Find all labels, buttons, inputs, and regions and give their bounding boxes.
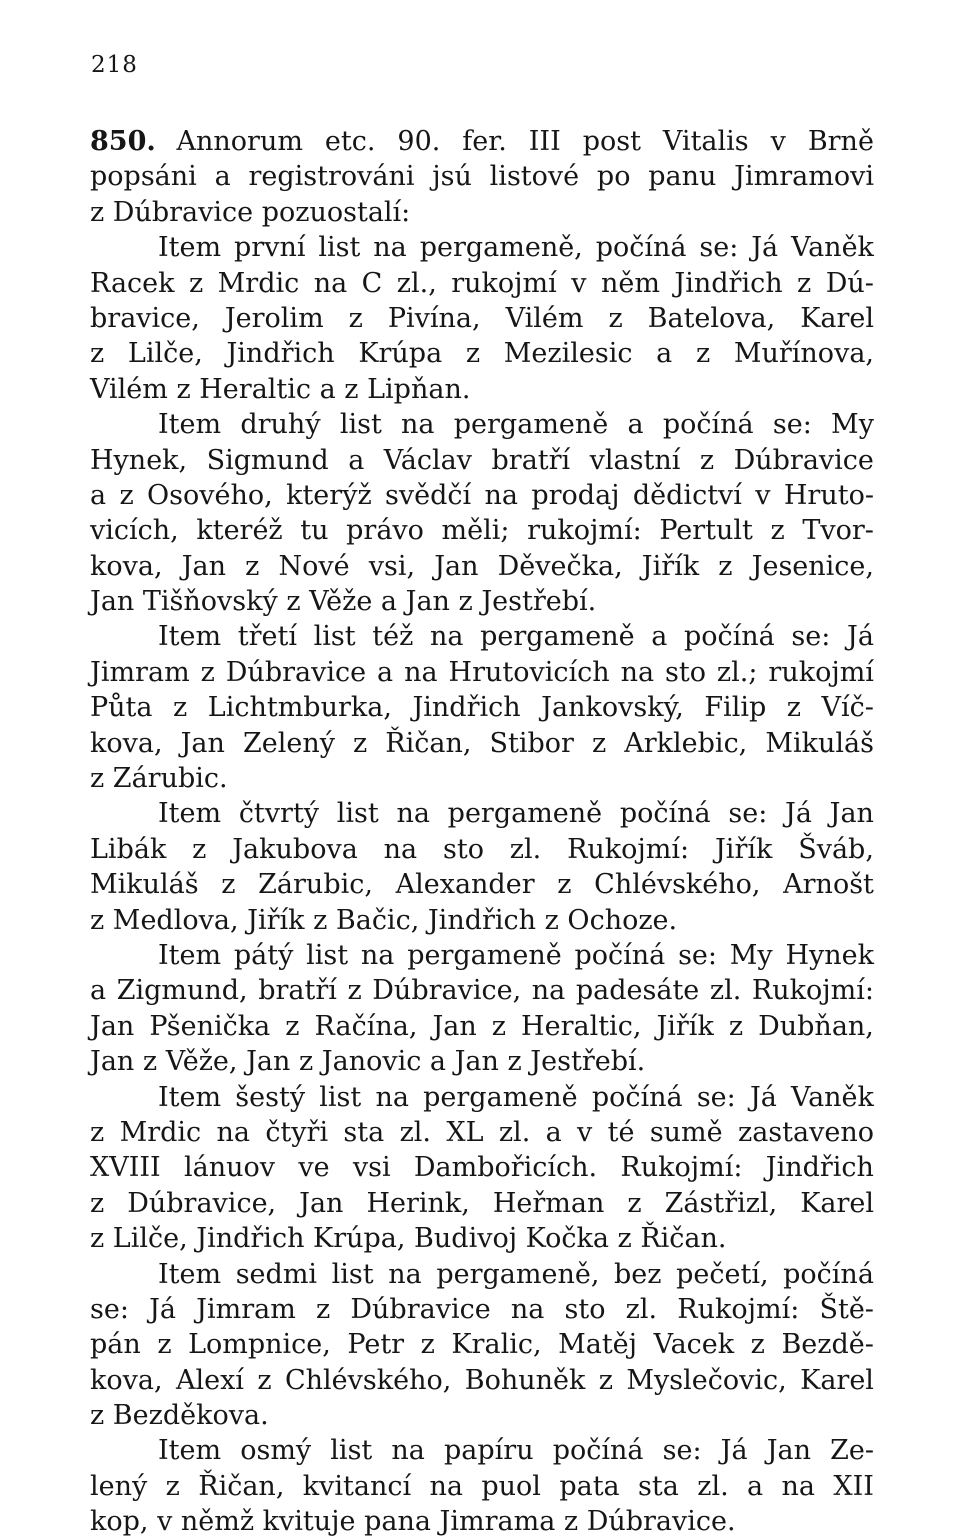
text-line bbox=[90, 266, 874, 301]
line-9: Hynek, Sigmund a Václav bratří vlastní z Dúbravice bbox=[90, 444, 874, 476]
line-17: kova, Jan Zelený z Řičan, Stibor z Arklebic, Mikuláš bbox=[90, 727, 874, 759]
text-line bbox=[90, 195, 874, 230]
text-line bbox=[90, 1080, 874, 1115]
line-35: kova, Alexí z Chlévského, Bohuněk z Myslečovic, Karel bbox=[90, 1364, 874, 1396]
text-line bbox=[90, 1115, 874, 1150]
page-number: 218 bbox=[91, 52, 138, 78]
line-27: Item šestý list na pergameně počíná se: Já Vaněk bbox=[158, 1081, 874, 1113]
line-38: lený z Řičan, kvitancí na puol pata sta zl. a na XII bbox=[90, 1470, 874, 1502]
text-line bbox=[90, 584, 874, 619]
line-24: a Zigmund, bratří z Dúbravice, na padesáte zl. Rukojmí: bbox=[90, 975, 874, 1007]
line-39: kop, v němž kvituje pana Jimrama z Dúbravice. bbox=[90, 1506, 736, 1538]
line-7: Vilém z Heraltic a z Lipňan. bbox=[90, 373, 471, 405]
line-30: z Dúbravice, Jan Herink, Heřman z Zástřizl, Karel bbox=[90, 1187, 874, 1219]
line-20: Libák z Jakubova na sto zl. Rukojmí: Jiřík Šváb, bbox=[90, 833, 874, 865]
line-8: Item druhý list na pergameně a počíná se: My bbox=[158, 409, 874, 441]
text-line bbox=[90, 336, 874, 371]
text-line bbox=[90, 867, 874, 902]
text-line bbox=[90, 1186, 874, 1221]
line-31: z Lilče, Jindřich Krúpa, Budivoj Kočka z Řičan. bbox=[90, 1223, 727, 1255]
entry-text bbox=[90, 124, 874, 1540]
text-line bbox=[90, 1504, 874, 1539]
text-line bbox=[90, 832, 874, 867]
line-21: Mikuláš z Zárubic, Alexander z Chlévského, Arnošt bbox=[90, 869, 874, 901]
line-11: vicích, kteréž tu právo měli; rukojmí: Pertult z Tvor- bbox=[90, 515, 874, 547]
text-line bbox=[90, 478, 874, 513]
text-line bbox=[90, 1469, 874, 1504]
text-line bbox=[90, 513, 874, 548]
line-12: kova, Jan z Nové vsi, Jan Děvečka, Jiřík z Jesenice, bbox=[90, 550, 874, 582]
line-10: a z Osového, kterýž svědčí na prodaj dědictví v Hruto- bbox=[90, 479, 874, 511]
text-line bbox=[90, 973, 874, 1008]
line-3: Item první list na pergameně, počíná se: Já Vaněk bbox=[158, 232, 874, 264]
text-line bbox=[90, 938, 874, 973]
line-0: Annorum etc. 90. fer. III post Vitalis v Brně bbox=[176, 126, 874, 157]
text-line bbox=[90, 407, 874, 442]
line-1: popsáni a registrováni jsú listové po panu Jimramovi bbox=[90, 161, 874, 193]
line-6: z Lilče, Jindřich Krúpa z Mezilesic a z Muřínova, bbox=[90, 338, 874, 370]
text-line bbox=[90, 726, 874, 761]
text-line bbox=[90, 1398, 874, 1433]
text-line bbox=[90, 230, 874, 265]
text-line bbox=[90, 1221, 874, 1256]
line-34: pán z Lompnice, Petr z Kralic, Matěj Vacek z Bezdě- bbox=[90, 1329, 874, 1361]
line-28: z Mrdic na čtyři sta zl. XL zl. a v té sumě zastaveno bbox=[90, 1116, 874, 1148]
line-4: Racek z Mrdic na C zl., rukojmí v něm Jindřich z Dú- bbox=[90, 267, 874, 299]
text-line bbox=[90, 1292, 874, 1327]
line-25: Jan Pšenička z Račína, Jan z Heraltic, Jiřík z Dubňan, bbox=[90, 1010, 874, 1042]
line-37: Item osmý list na papíru počíná se: Já Jan Ze- bbox=[158, 1435, 874, 1467]
text-line bbox=[90, 159, 874, 194]
text-line bbox=[90, 690, 874, 725]
line-15: Jimram z Dúbravice a na Hrutovicích na sto zl.; rukojmí bbox=[90, 656, 874, 688]
text-line bbox=[90, 1257, 874, 1292]
entry-number: 850. bbox=[90, 126, 156, 157]
line-29: XVIII lánuov ve vsi Dambořicích. Rukojmí: Jindřich bbox=[90, 1152, 874, 1184]
line-33: se: Já Jimram z Dúbravice na sto zl. Rukojmí: Ště- bbox=[90, 1293, 874, 1325]
line-22: z Medlova, Jiřík z Bačic, Jindřich z Ochoze. bbox=[90, 904, 678, 936]
line-23: Item pátý list na pergameně počíná se: My Hynek bbox=[158, 939, 874, 971]
text-line bbox=[90, 619, 874, 654]
text-line bbox=[90, 903, 874, 938]
line-32: Item sedmi list na pergameně, bez pečetí, počíná bbox=[158, 1258, 874, 1290]
line-26: Jan z Věže, Jan z Janovic a Jan z Jestřebí. bbox=[90, 1046, 646, 1078]
line-18: z Zárubic. bbox=[90, 763, 228, 795]
text-line bbox=[90, 796, 874, 831]
text-line bbox=[90, 1433, 874, 1468]
text-line bbox=[90, 372, 874, 407]
line-2: z Dúbravice pozuostalí: bbox=[90, 196, 411, 228]
line-16: Půta z Lichtmburka, Jindřich Jankovský, Filip z Víč- bbox=[90, 692, 874, 724]
text-line bbox=[90, 301, 874, 336]
text-line bbox=[90, 443, 874, 478]
text-line bbox=[90, 1009, 874, 1044]
line-19: Item čtvrtý list na pergameně počíná se: Já Jan bbox=[158, 798, 874, 830]
text-line bbox=[90, 124, 874, 159]
line-14: Item třetí list též na pergameně a počíná se: Já bbox=[158, 621, 874, 653]
line-5: bravice, Jerolim z Pivína, Vilém z Batelova, Karel bbox=[90, 302, 874, 334]
line-36: z Bezděkova. bbox=[90, 1400, 269, 1432]
line-13: Jan Tišňovský z Věže a Jan z Jestřebí. bbox=[90, 586, 597, 618]
text-line bbox=[90, 655, 874, 690]
text-line bbox=[90, 1150, 874, 1185]
text-line bbox=[90, 1363, 874, 1398]
text-line bbox=[90, 1327, 874, 1362]
text-line bbox=[90, 1044, 874, 1079]
text-line bbox=[90, 761, 874, 796]
text-line bbox=[90, 549, 874, 584]
